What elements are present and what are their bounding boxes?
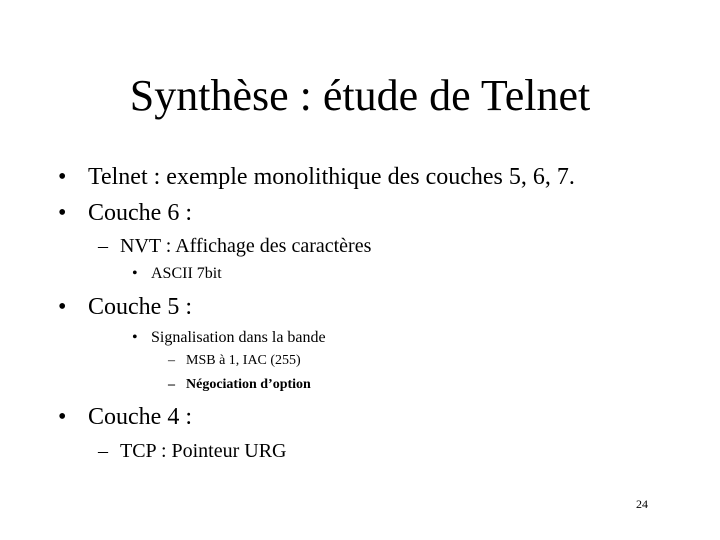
sub-sub-bullet-text: ASCII 7bit <box>151 265 222 282</box>
bullet-item <box>58 162 575 192</box>
bullet-item <box>58 402 192 432</box>
bullet-marker: • <box>132 265 138 282</box>
bullet-item <box>58 198 192 228</box>
dash-marker: – <box>98 235 108 257</box>
sub-bullet-item <box>98 233 371 259</box>
sub-sub-bullet-text: Signalisation dans la bande <box>151 329 326 346</box>
bullet-text: Telnet : exemple monolithique des couches 5, 6, 7. <box>88 164 575 190</box>
bullet-text: Couche 4 : <box>88 404 192 430</box>
bullet-item <box>58 292 192 322</box>
bullet-text: Couche 6 : <box>88 200 192 226</box>
bullet-text: Couche 5 : <box>88 294 192 320</box>
sub-sub-bullet-item <box>132 264 222 284</box>
page-number: 24 <box>636 497 648 511</box>
bullet-marker: • <box>58 404 67 430</box>
level4-text: Négociation d’option <box>186 377 311 392</box>
sub-sub-bullet-item <box>132 328 326 348</box>
dash-marker: – <box>168 353 175 368</box>
level4-item <box>168 352 301 370</box>
sub-bullet-text: NVT : Affichage des caractères <box>120 235 372 257</box>
dash-marker: – <box>98 440 108 462</box>
slide-title: Synthèse : étude de Telnet <box>129 71 591 120</box>
sub-bullet-item <box>98 438 287 464</box>
bullet-marker: • <box>58 200 67 226</box>
sub-bullet-text: TCP : Pointeur URG <box>120 440 287 462</box>
dash-marker: – <box>168 377 175 392</box>
level4-item <box>168 376 311 394</box>
bullet-marker: • <box>132 329 138 346</box>
level4-text: MSB à 1, IAC (255) <box>186 353 301 368</box>
bullet-marker: • <box>58 294 67 320</box>
bullet-marker: • <box>58 164 67 190</box>
